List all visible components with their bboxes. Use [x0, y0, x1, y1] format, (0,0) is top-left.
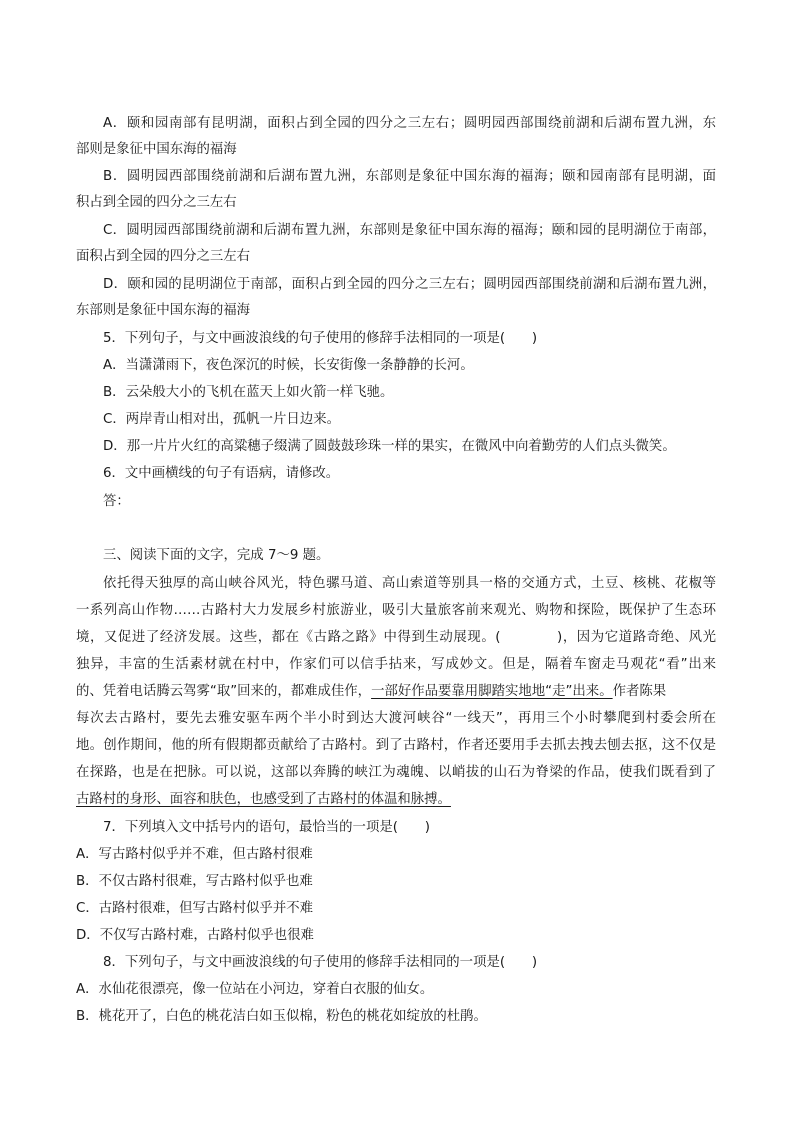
q4-option-b-line2: 积占到全园的四分之三左右 — [76, 195, 237, 210]
q7-option-b: B．不仅古路村很难，写古路村似乎也难 — [76, 874, 313, 889]
underlined-sentence-1: 一部好作品要靠用脚踏实地地“走”出来。 — [371, 684, 613, 699]
q4-option-c-line1: C．圆明园西部围绕前湖和后湖布置九洲，东部则是象征中国东海的福海；颐和园的昆明湖位于南部， — [103, 223, 716, 238]
passage-line-2: 一系列高山作物……古路村大力发展乡村旅游业，吸引大量旅客前来观光、购物和探险，既保护了生态环 — [76, 603, 716, 618]
passage-line-5-text-b: 作者陈果 — [612, 684, 667, 699]
q8-stem: 8．下列句子，与文中画波浪线的句子使用的修辞手法相同的一项是( ) — [103, 955, 538, 970]
q4-option-c-line2: 面积占到全园的四分之三左右 — [76, 249, 251, 264]
q7-option-c: C．古路村很难，但写古路村似乎并不难 — [76, 901, 313, 916]
q5-option-d: D．那一片片火红的高粱穗子缀满了圆鼓鼓珍珠一样的果实，在微风中向着勤劳的人们点头微笑。 — [103, 439, 676, 454]
passage-line-1: 依托得天独厚的高山峡谷风光，特色骡马道、高山索道等别具一格的交通方式，土豆、核桃、花椒等 — [103, 576, 716, 591]
passage-line-6: 每次去古路村，要先去雅安驱车两个半小时到达大渡河峡谷“一线天”，再用三个小时攀爬到村委会所在 — [76, 711, 716, 726]
q5-option-a: A．当潇潇雨下，夜色深沉的时候，长安街像一条静静的长河。 — [103, 358, 474, 373]
q4-option-d-line1: D．颐和园的昆明湖位于南部，面积占到全园的四分之三左右；圆明园西部围绕前湖和后湖布置九洲， — [103, 277, 716, 292]
passage-line-8: 在探路，也是在把脉。可以说，这部以奔腾的峡江为魂魄、以峭拔的山石为脊梁的作品，使我们既看到了 — [76, 765, 716, 780]
passage-line-4: 独异，丰富的生活素材就在村中，作家们可以信手拈来，写成妙文。但是，隔着车窗走马观花“看”出来 — [76, 657, 716, 672]
q4-option-a-line2: 部则是象征中国东海的福海 — [76, 142, 237, 157]
passage-line-5 — [0, 683, 794, 701]
passage-line-3: 境，又促进了经济发展。这些，都在《古路之路》中得到生动展现。( )，因为它道路奇绝、风光 — [76, 630, 716, 645]
q7-option-d: D．不仅写古路村难，古路村似乎也很难 — [76, 928, 314, 943]
q6-stem: 6．文中画横线的句子有语病，请修改。 — [103, 466, 340, 481]
underlined-sentence-2: 古路村的身形、面容和肤色，也感受到了古路村的体温和脉搏。 — [76, 792, 451, 807]
q4-option-a-line1: A．颐和园南部有昆明湖，面积占到全园的四分之三左右；圆明园西部围绕前湖和后湖布置九洲，东 — [103, 116, 716, 131]
q7-stem: 7．下列填入文中括号内的语句，最恰当的一项是( ) — [103, 820, 430, 835]
passage-line-9 — [0, 791, 794, 809]
section-3-heading: 三、阅读下面的文字，完成 7～9 题。 — [103, 548, 330, 563]
q6-answer-label: 答： — [103, 494, 130, 509]
q5-option-b: B．云朵般大小的飞机在蓝天上如火箭一样飞驰。 — [103, 385, 394, 400]
q8-option-a: A．水仙花很漂亮，像一位站在小河边，穿着白衣服的仙女。 — [76, 982, 434, 997]
q4-option-b-line1: B．圆明园西部围绕前湖和后湖布置九洲，东部则是象征中国东海的福海；颐和园南部有昆明湖，面 — [103, 169, 716, 184]
passage-line-5-text-a: 的、凭着电话腾云驾雾“取”回来的，都难成佳作， — [76, 684, 372, 699]
q8-option-b: B．桃花开了，白色的桃花洁白如玉似棉，粉色的桃花如绽放的杜鹃。 — [76, 1009, 487, 1024]
q4-option-d-line2: 东部则是象征中国东海的福海 — [76, 303, 251, 318]
q5-option-c: C．两岸青山相对出，孤帆一片日边来。 — [103, 412, 340, 427]
q5-stem: 5．下列句子，与文中画波浪线的句子使用的修辞手法相同的一项是( ) — [103, 331, 538, 346]
q7-option-a: A．写古路村似乎并不难，但古路村很难 — [76, 847, 313, 862]
passage-line-7: 地。创作期间，他的所有假期都贡献给了古路村。到了古路村，作者还要用手去抓去拽去刨去抠，这不仅是 — [76, 738, 716, 753]
